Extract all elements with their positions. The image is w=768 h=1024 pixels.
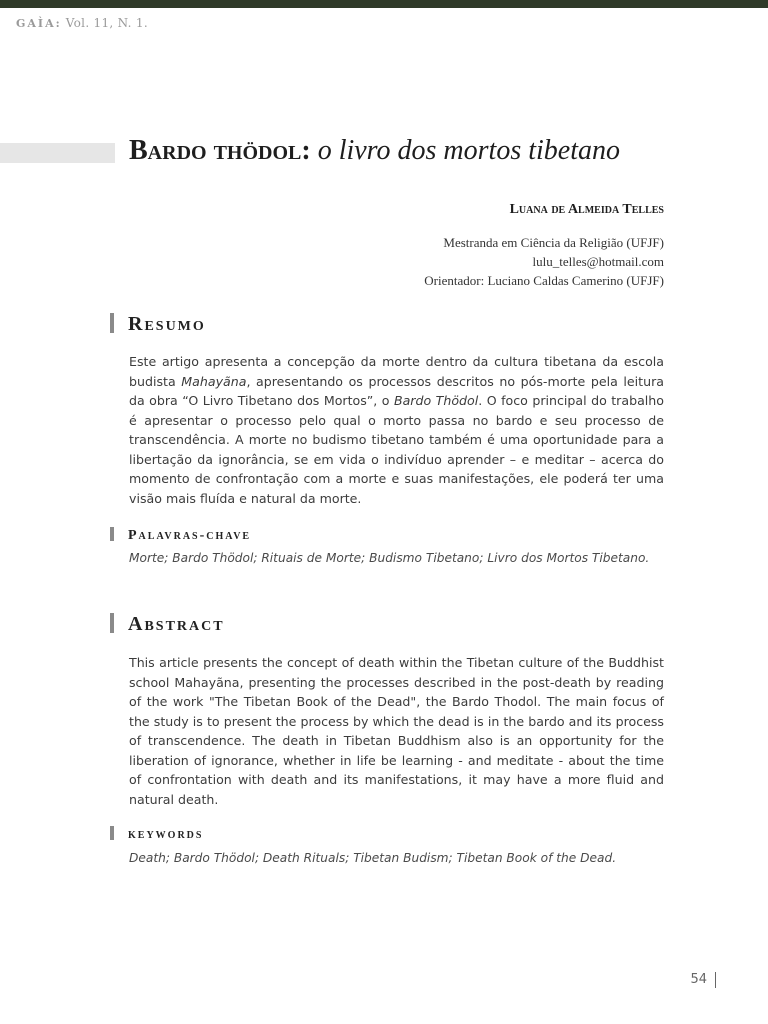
- resumo-text-italic: Bardo Thödol: [393, 393, 479, 408]
- affiliation-line: Mestranda em Ciência da Religião (UFJF): [443, 235, 664, 250]
- abstract-heading: [110, 613, 225, 636]
- resumo-text-part: Este artigo apresenta a concepção da morte dentro da cultura tibetana da escola budista: [129, 354, 664, 389]
- article-title-main: Bardo thödol:: [129, 135, 311, 166]
- keywords-heading-text: keywords: [128, 827, 204, 842]
- palavras-chave-heading-text: Palavras-chave: [128, 528, 252, 543]
- article-title-subtitle: o livro dos mortos tibetano: [317, 135, 620, 166]
- author-name: Luana de Almeida Telles: [509, 202, 664, 217]
- resumo-heading: [110, 313, 206, 336]
- author-affiliation: [424, 233, 664, 290]
- keywords-text: Death; Bardo Thödol; Death Rituals; Tibetan Budism; Tibetan Book of the Dead.: [129, 851, 617, 865]
- section-marker: [110, 313, 114, 333]
- palavras-chave-text: Morte; Bardo Thödol; Rituais de Morte; Budismo Tibetano; Livro dos Mortos Tibetano.: [129, 551, 650, 565]
- keywords-heading: [110, 827, 203, 843]
- section-marker: [110, 527, 114, 541]
- author-email: lulu_telles@hotmail.com: [532, 254, 664, 269]
- resumo-text-part: , apresentando os processos descritos no pós-morte pela leitura da obra “O Livro Tibetano dos Mortos”, o: [129, 373, 664, 408]
- page-number: 54: [690, 972, 716, 988]
- section-marker: [110, 826, 114, 840]
- resumo-text-italic: Mahayãna: [181, 373, 247, 389]
- journal-header: [16, 16, 148, 30]
- resumo-heading-text: Resumo: [128, 313, 206, 335]
- abstract-heading-text: Abstract: [128, 613, 225, 635]
- palavras-chave-heading: [110, 528, 251, 544]
- title-accent-bar: [0, 143, 115, 163]
- section-marker: [110, 613, 114, 633]
- abstract-text: This article presents the concept of death within the Tibetan culture of the Buddhist school Mahayãna, presenting the processes described in the post-death by reading of the work "The Tibetan Book of the Dead", the Bardo Thodol. The main focus of the study is to present the process by which the dead is in the bardo and its process of transcendence. The death in Tibetan Buddhism also is an opportunity for the liberation of ignorance, whether in life be learning - and meditate - about the time of confrontation with death and its manifestations, it may have a more fluid and natural death.: [129, 655, 664, 807]
- journal-volume: Vol. 11, N. 1.: [65, 16, 148, 30]
- top-color-bar: [0, 0, 768, 8]
- resumo-text: [129, 352, 664, 508]
- article-title: [129, 135, 749, 167]
- journal-name: GAÌA:: [16, 17, 62, 30]
- advisor-line: Orientador: Luciano Caldas Camerino (UFJF): [424, 273, 664, 288]
- resumo-text-part: . O foco principal do trabalho é apresentar o processo pelo qual o morto passa no bardo e seu processo de transcendência. A morte no budismo tibetano também é uma oportunidade para a libertação da ignorância, se em vida o indivíduo aprender – e meditar – acerca do momento de confrontação com a morte e suas manifestações, ele poderá ter uma visão mais fluída e natural da morte.: [129, 393, 664, 506]
